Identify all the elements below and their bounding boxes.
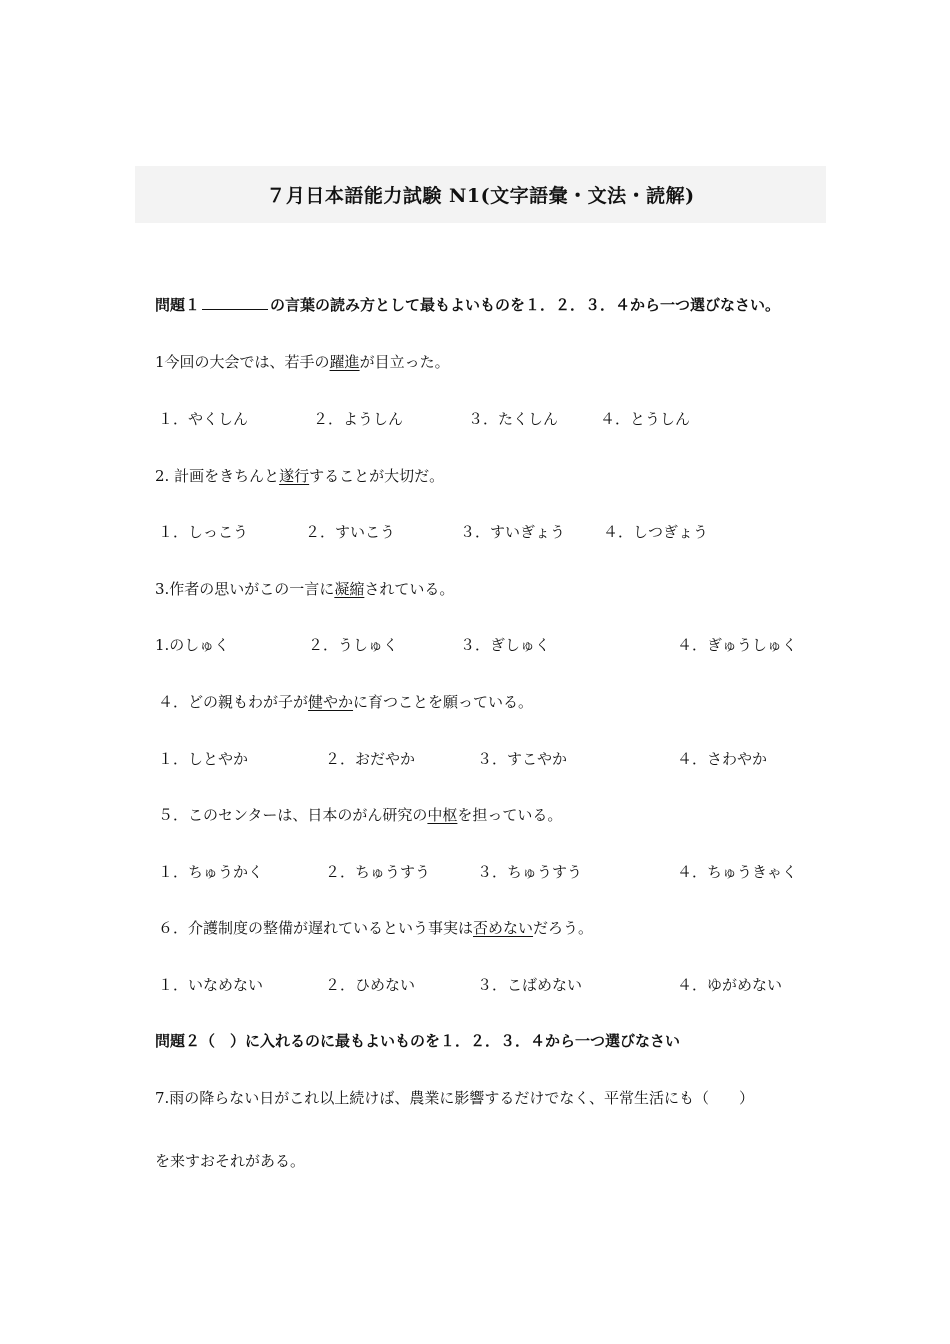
choice-3-1: 1.のしゅく bbox=[155, 636, 230, 654]
question-2 bbox=[155, 466, 444, 486]
page-title: ７月日本語能力試験 N1(文字語彙・文法・読解) bbox=[266, 185, 695, 207]
choice-6-1: １．いなめない bbox=[158, 976, 264, 994]
choice-5-2: ２．ちゅうすう bbox=[325, 863, 431, 881]
underlined-word: 中枢 bbox=[427, 806, 458, 824]
choice-6-3: ３．こばめない bbox=[477, 976, 583, 994]
choice-1-1: １．やくしん bbox=[158, 410, 249, 428]
question-text: ４．どの親もわが子が bbox=[158, 693, 309, 711]
question-text: だろう。 bbox=[533, 919, 594, 937]
choice-4-2: ２．おだやか bbox=[325, 750, 416, 768]
section1-prefix: 問題１ bbox=[155, 296, 201, 314]
choice-6-2: ２．ひめない bbox=[325, 976, 416, 994]
question-text: されている。 bbox=[364, 580, 455, 598]
choice-4-1: １．しとやか bbox=[158, 750, 249, 768]
question-7-line1: 7.雨の降らない日がこれ以上続けば、農業に影響するだけでなく、平常生活にも（ ） bbox=[155, 1089, 755, 1107]
question-4 bbox=[158, 692, 533, 712]
question-text: 3.作者の思いがこの一言に bbox=[155, 580, 335, 598]
section2-heading: 問題２（ ）に入れるのに最もよいものを１．２．３．４から一つ選びなさい bbox=[155, 1032, 681, 1050]
choice-3-4: ４．ぎゅうしゅく bbox=[677, 636, 798, 654]
choice-3-3: ３．ぎしゅく bbox=[460, 636, 551, 654]
question-text: を担っている。 bbox=[457, 806, 563, 824]
underlined-word: 躍進 bbox=[329, 353, 360, 371]
underlined-word: 否めない bbox=[473, 919, 534, 937]
choice-5-1: １．ちゅうかく bbox=[158, 863, 264, 881]
choice-2-2: ２．すいこう bbox=[305, 523, 396, 541]
question-text: することが大切だ。 bbox=[309, 467, 445, 485]
section1-suffix: の言葉の読み方として最もよいものを１．２．３．４から一つ選びなさい。 bbox=[270, 296, 781, 314]
choice-2-1: １．しっこう bbox=[158, 523, 249, 541]
blank-underline bbox=[202, 295, 268, 310]
choice-3-2: ２．うしゅく bbox=[308, 636, 399, 654]
title-banner bbox=[135, 166, 826, 223]
question-3 bbox=[155, 579, 454, 599]
choice-5-4: ４．ちゅうきゃく bbox=[677, 863, 798, 881]
question-text: 2. 計画をきちんと bbox=[155, 467, 280, 485]
question-5 bbox=[158, 805, 562, 825]
question-7-line2: を来すおそれがある。 bbox=[155, 1152, 306, 1170]
section1-heading bbox=[155, 295, 780, 315]
choice-1-2: ２．ようしん bbox=[313, 410, 404, 428]
underlined-word: 健やか bbox=[308, 693, 354, 711]
choice-2-3: ３．すいぎょう bbox=[460, 523, 566, 541]
question-text: が目立った。 bbox=[359, 353, 450, 371]
question-1 bbox=[155, 352, 450, 372]
question-text: ５．このセンターは、日本のがん研究の bbox=[158, 806, 428, 824]
underlined-word: 遂行 bbox=[279, 467, 310, 485]
choice-4-4: ４．さわやか bbox=[677, 750, 768, 768]
question-text: 1今回の大会では、若手の bbox=[155, 353, 330, 371]
choice-2-4: ４．しつぎょう bbox=[603, 523, 709, 541]
choice-6-4: ４．ゆがめない bbox=[677, 976, 783, 994]
question-text: ６．介護制度の整備が遅れているという事実は bbox=[158, 919, 474, 937]
question-text: に育つことを願っている。 bbox=[353, 693, 534, 711]
question-6 bbox=[158, 918, 593, 938]
choice-1-3: ３．たくしん bbox=[468, 410, 559, 428]
choice-1-4: ４．とうしん bbox=[600, 410, 691, 428]
choice-4-3: ３．すこやか bbox=[477, 750, 568, 768]
choice-5-3: ３．ちゅうすう bbox=[477, 863, 583, 881]
underlined-word: 凝縮 bbox=[334, 580, 365, 598]
